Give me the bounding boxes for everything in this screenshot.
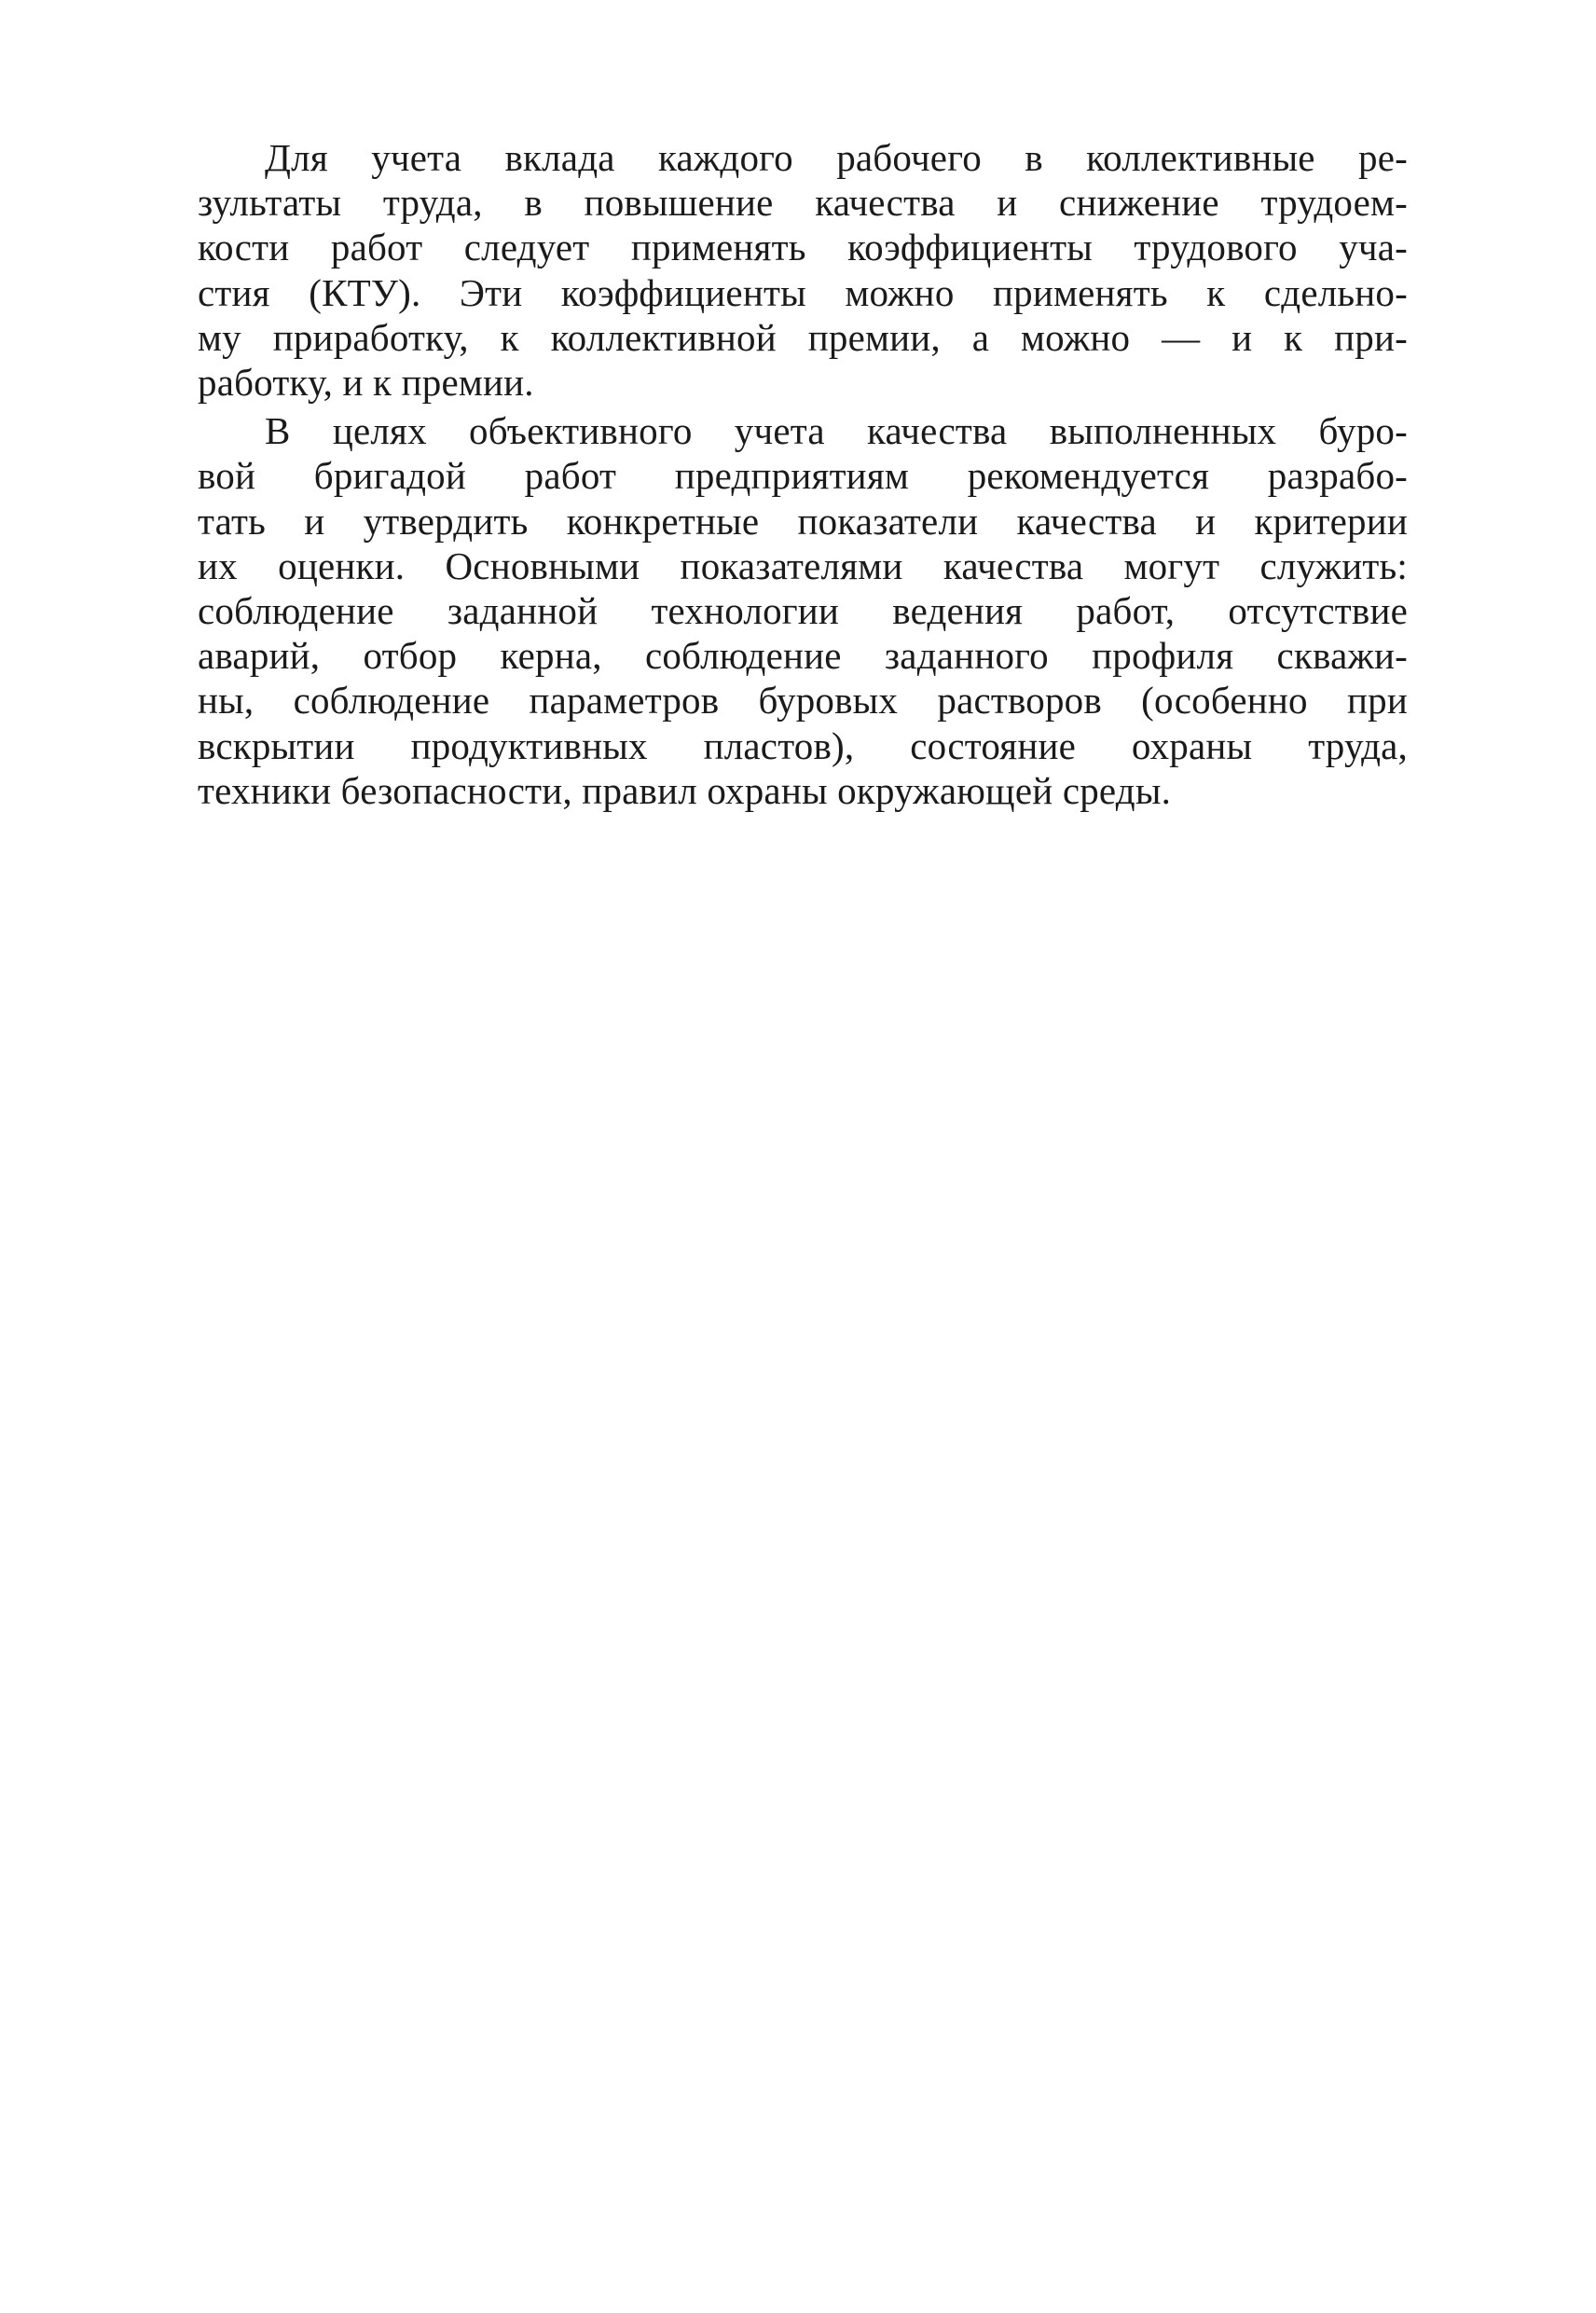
text-line: му приработку, к коллективной премии, а можно — и к при- <box>198 315 1408 359</box>
paragraph-2 <box>198 408 1408 813</box>
text-line: техники безопасности, правил охраны окружающей среды. <box>198 768 1172 812</box>
text-line: аварий, отбор керна, соблюдение заданного профиля скважи- <box>198 634 1408 678</box>
text-line: кости работ следует применять коэффициенты трудового уча- <box>198 226 1408 269</box>
text-line: ны, соблюдение параметров буровых растворов (особенно при <box>198 679 1408 723</box>
text-line: работку, и к премии. <box>198 361 534 405</box>
body-text <box>198 135 1408 813</box>
text-line: соблюдение заданной технологии ведения работ, отсутствие <box>198 589 1408 633</box>
paragraph-1 <box>198 135 1408 405</box>
text-line: вой бригадой работ предприятиям рекомендуется разрабо- <box>198 454 1408 498</box>
text-line: Для учета вклада каждого рабочего в коллективные ре- <box>265 136 1408 179</box>
text-line: тать и утвердить конкретные показатели качества и критерии <box>198 499 1408 543</box>
text-line: зультаты труда, в повышение качества и снижение трудоем- <box>198 181 1408 225</box>
text-line: В целях объективного учета качества выполненных буро- <box>265 409 1408 453</box>
text-line: вскрытии продуктивных пластов), состояние охраны труда, <box>198 723 1408 767</box>
text-line: их оценки. Основными показателями качества могут служить: <box>198 544 1408 587</box>
text-line: стия (КТУ). Эти коэффициенты можно применять к сдельно- <box>198 270 1408 314</box>
